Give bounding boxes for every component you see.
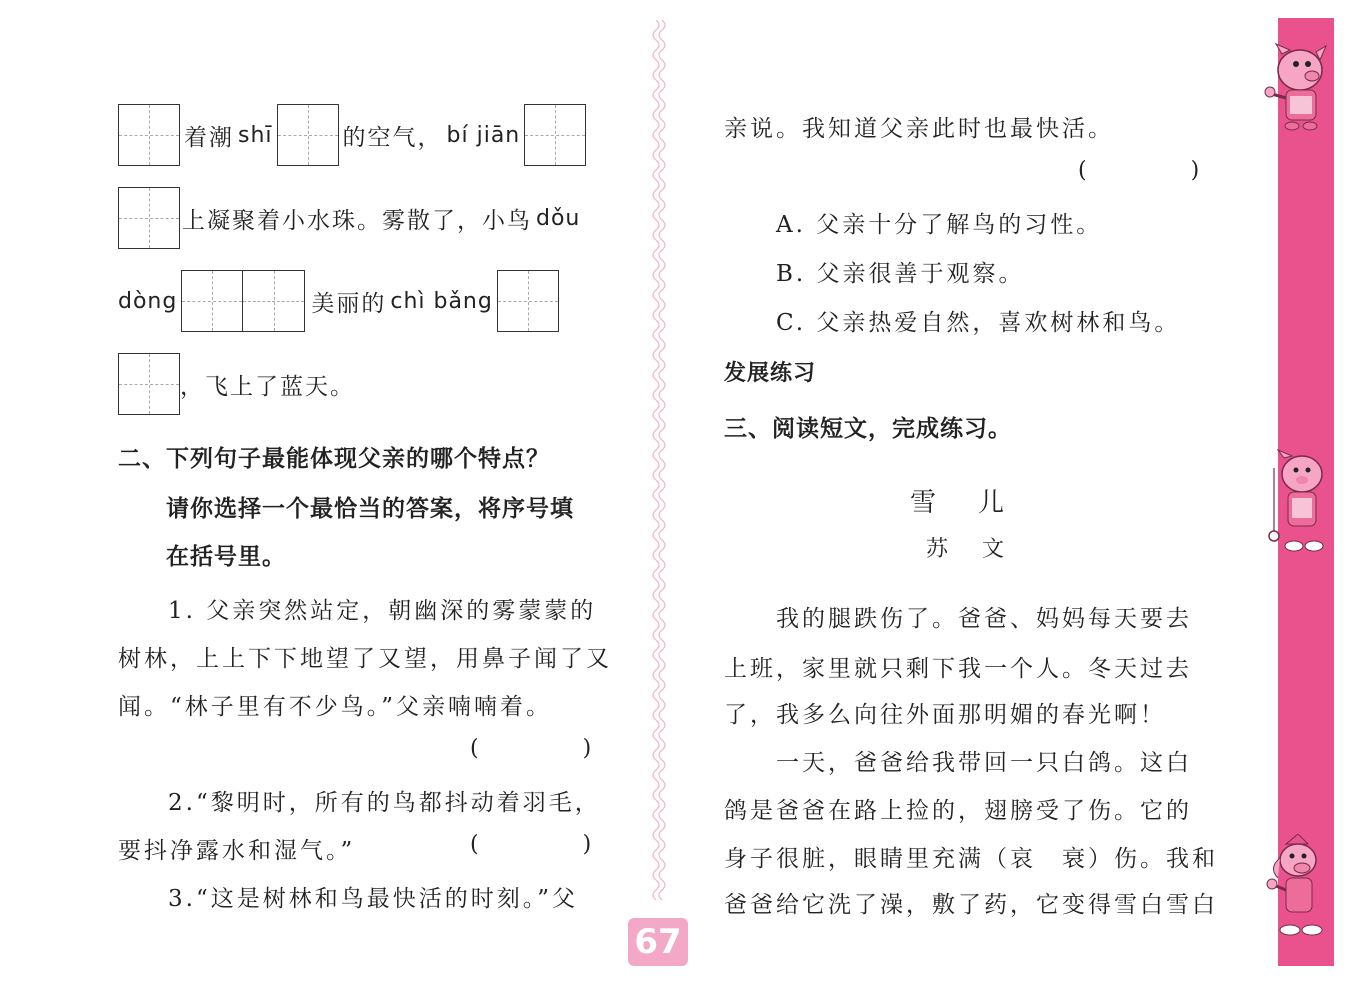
page-divider [652, 20, 666, 900]
q3-continuation: 亲说。我知道父亲此时也最快活。 [724, 116, 1114, 142]
option-a: A. 父亲十分了解鸟的习性。 [776, 212, 1103, 238]
answer-box[interactable] [524, 104, 586, 166]
q2-line-1: 2.“黎明时，所有的鸟都抖动着羽毛， [168, 790, 601, 816]
pinyin: dòng [118, 288, 178, 314]
q3-answer-paren[interactable] [1078, 158, 1199, 183]
story-line-5: 鸽是爸爸在路上捡的，翅膀受了伤。它的 [724, 798, 1192, 824]
answer-box[interactable] [181, 270, 243, 332]
option-b: B. 父亲很善于观察。 [776, 261, 1025, 287]
paren-open: ( [470, 736, 479, 761]
fill-line-1 [118, 104, 586, 166]
q2-line-2: 要抖净露水和湿气。” [118, 838, 356, 864]
q2-answer-paren[interactable] [470, 832, 591, 857]
pinyin: shī [238, 122, 273, 148]
answer-box[interactable] [243, 270, 305, 332]
fill-text: 的空气， [342, 124, 443, 151]
development-heading: 发展练习 [724, 361, 817, 386]
section-3-heading: 三、阅读短文，完成练习。 [724, 416, 1012, 442]
pig-mascot-icon [1252, 40, 1336, 132]
paren-close: ) [582, 832, 592, 857]
story-line-7: 爸爸给它洗了澡，敷了药，它变得雪白雪白 [724, 892, 1218, 918]
fill-line-4 [118, 353, 355, 415]
fill-line-3 [118, 270, 559, 332]
story-author: 苏 文 [926, 537, 1011, 562]
answer-box[interactable] [118, 353, 180, 415]
story-line-3: 了，我多么向往外面那明媚的春光啊！ [724, 702, 1166, 728]
fill-line-2 [118, 187, 584, 249]
answer-box[interactable] [497, 270, 559, 332]
section-2-line-2: 请你选择一个最恰当的答案，将序号填 [166, 496, 574, 522]
pinyin: bí jiān [446, 122, 521, 148]
paren-open: ( [470, 832, 479, 857]
page-number: 67 [628, 918, 688, 966]
yoyo-mascot-icon [1262, 448, 1336, 556]
paren-open: ( [1078, 158, 1087, 183]
q3-line-1: 3.“这是树林和鸟最快活的时刻。”父 [168, 886, 578, 912]
fill-text: 上凝聚着小水珠。雾散了，小鸟 [182, 207, 532, 234]
answer-box[interactable] [277, 104, 339, 166]
dog-mascot-icon [1258, 834, 1338, 946]
story-line-1: 我的腿跌伤了。爸爸、妈妈每天要去 [776, 606, 1192, 632]
story-line-4: 一天，爸爸给我带回一只白鸽。这白 [776, 750, 1192, 776]
fill-text: 着潮 [184, 124, 234, 151]
pinyin: chì bǎng [390, 288, 493, 314]
story-line-2: 上班，家里就只剩下我一个人。冬天过去 [724, 656, 1192, 682]
pinyin: dǒu [536, 205, 581, 231]
q1-answer-paren[interactable] [470, 736, 591, 761]
paren-close: ) [1190, 158, 1200, 183]
fill-text: ，飞上了蓝天。 [180, 373, 355, 400]
answer-box[interactable] [118, 187, 180, 249]
q1-line-2: 树林，上上下下地望了又望，用鼻子闻了又 [118, 646, 612, 672]
q1-line-1: 1. 父亲突然站定，朝幽深的雾蒙蒙的 [168, 598, 597, 624]
section-2-line-3: 在括号里。 [166, 544, 286, 570]
section-2-line-1: 二、下列句子最能体现父亲的哪个特点？ [118, 446, 550, 472]
answer-box[interactable] [118, 104, 180, 166]
story-title: 雪 儿 [910, 488, 1013, 518]
option-c: C. 父亲热爱自然，喜欢树林和鸟。 [776, 310, 1181, 336]
double-answer-box[interactable] [181, 270, 305, 332]
story-line-6: 身子很脏，眼睛里充满（哀 衰）伤。我和 [724, 846, 1218, 872]
fill-text: 美丽的 [311, 290, 387, 317]
q1-line-3: 闻。“林子里有不少鸟。”父亲喃喃着。 [118, 694, 553, 720]
paren-close: ) [582, 736, 592, 761]
